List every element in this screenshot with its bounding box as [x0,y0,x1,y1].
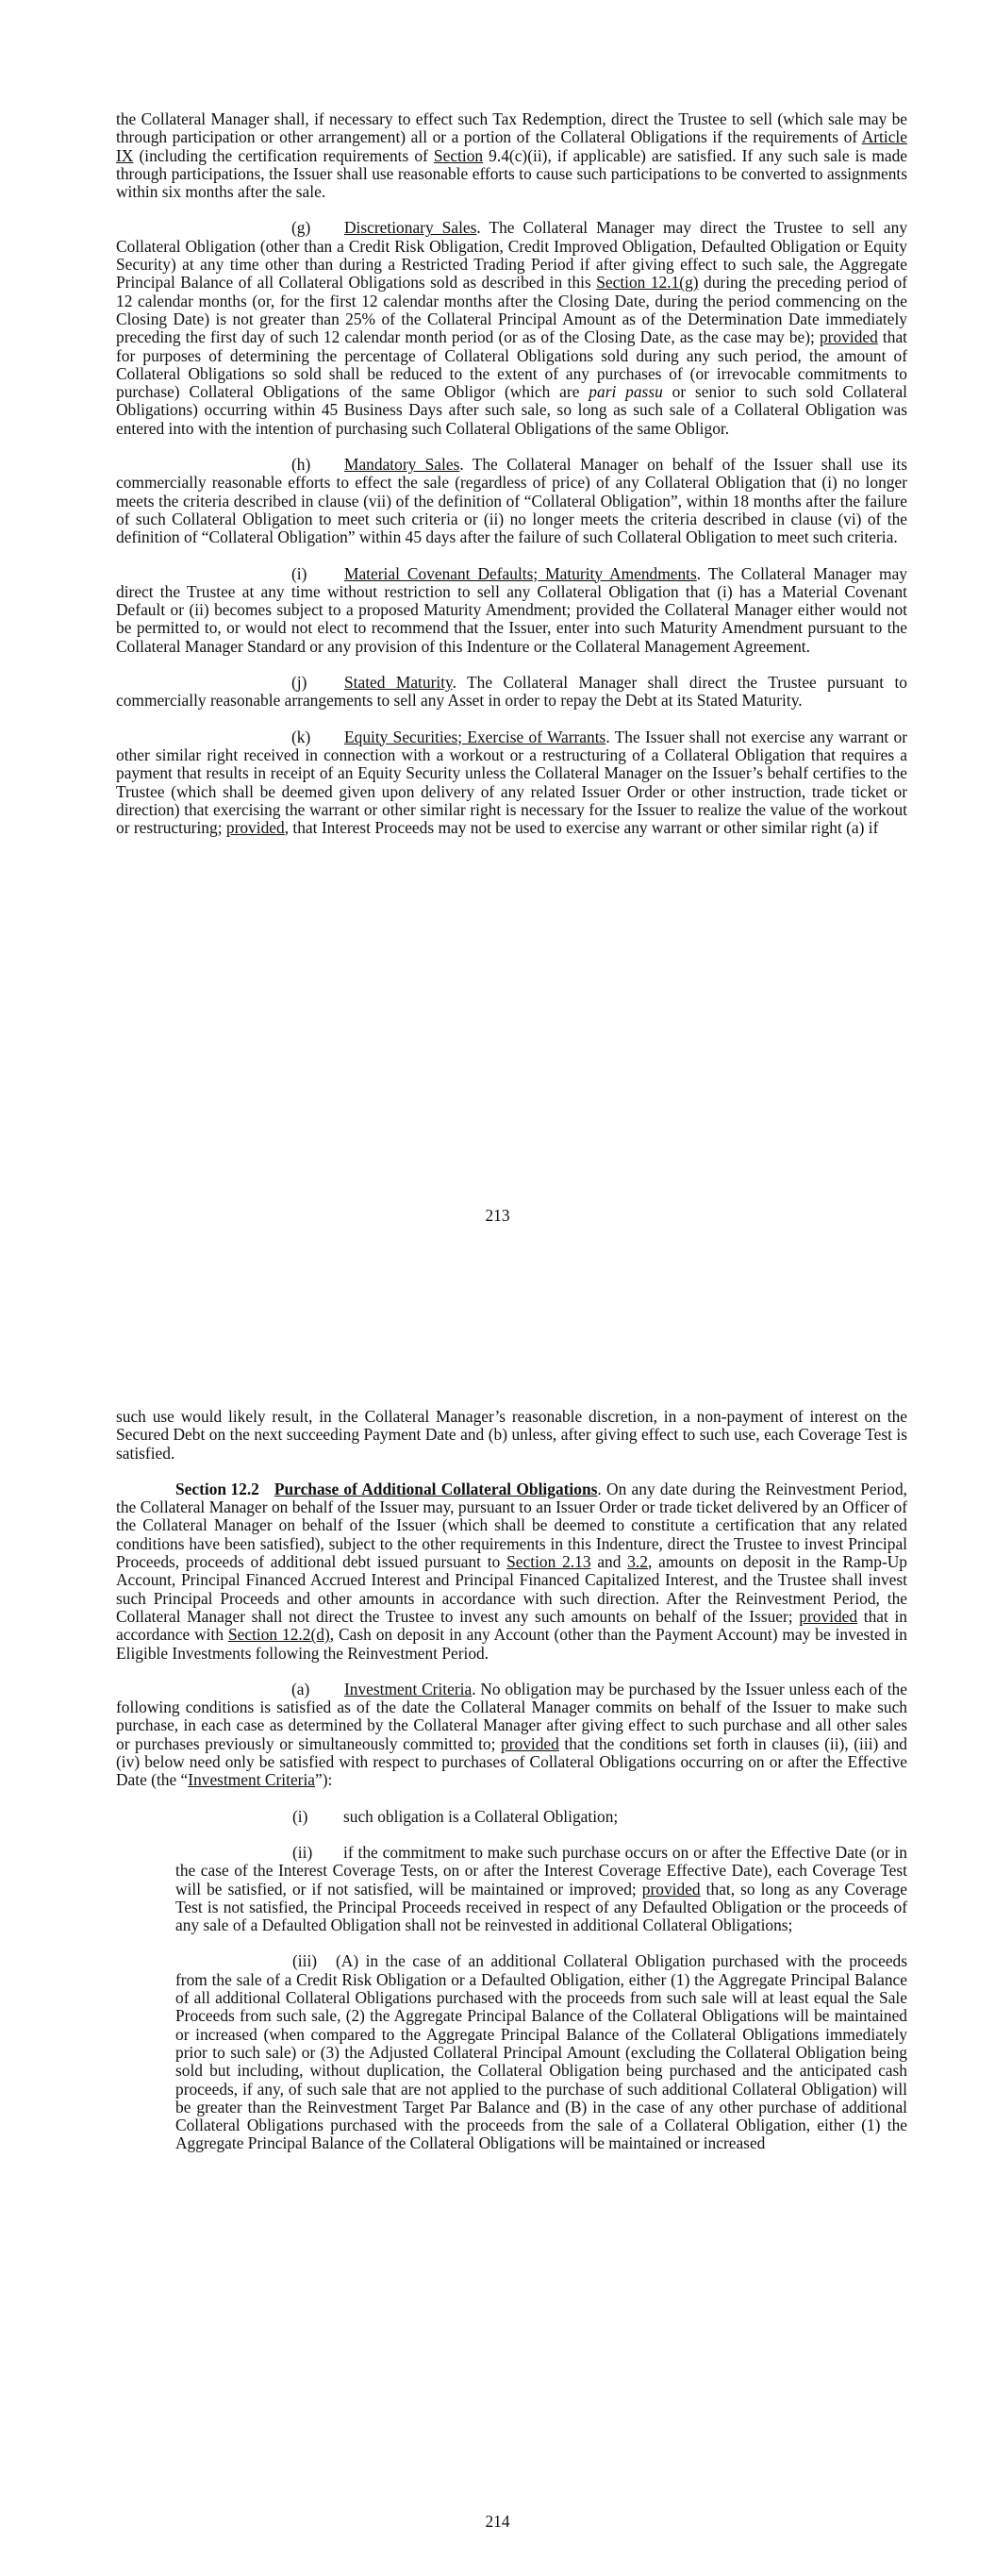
provided-term: provided [641,1879,701,1899]
section-ref: Section 12.1(g) [596,273,699,293]
clause-heading: Discretionary Sales [344,218,477,238]
clause-label: (h) [291,455,311,475]
clause-label: (a) [291,1679,310,1698]
clause-g: (g) Discretionary Sales. The Collateral Manager may direct the Trustee to sell any Collateral Obligation (other than a Credit Risk Obligation, Credit Improved Obligation, Defaulted Obligation or Equity Security) at any time other than during a Restricted Trading Period if after giving effect to such sale, the Aggregate Principal Balance of all Collateral Obligations sold as described in this Section 12.1(g) during the preceding period of 12 calendar months (or, for the first 12 calendar months after the Closing Date, during the period commencing on the Closing Date) is not greater than 25% of the Collateral Principal Amount as of the Determination Date immediately preceding the first day of such 12 calendar month period (or as of the Closing Date, as the case may be); provided that for purposes of determining the percentage of Collateral Obligations sold during any such period, the amount of Collateral Obligations so sold shall be reduced to the extent of any purchases of (or irrevocable commitments to purchase) Collateral Obligations of the same Obligor (which are pari passu or senior to such sold Collateral Obligations) occurring within 45 Business Days after such sale, so long as such sale of a Collateral Obligation was entered into with the intention of purchasing such Collateral Obligations of the same Obligor. [116,218,908,438]
clause-label: (k) [291,727,311,746]
criterion-iii: (iii) (A) in the case of an additional Collateral Obligation purchased with the proceeds from the sale of a Credit Risk Obligation or a Defaulted Obligation, either (1) the Aggregate Principal Balance of all additional Collateral Obligations purchased with the proceeds from such sale will at least equal the Sale Proceeds from such sale, (2) the Aggregate Principal Balance of the Collateral Obligations will be maintained or increased (when compared to the Aggregate Principal Balance of the Collateral Obligations immediately prior to such sale) or (3) the Adjusted Collateral Principal Amount (excluding the Collateral Obligation being sold but including, without duplication, the Collateral Obligation being purchased and the anticipated cash proceeds, if any, of such sale that are not applied to the purchase of such additional Collateral Obligation) will be greater than the Reinvestment Target Par Balance and (B) in the case of any other purchase of additional Collateral Obligations purchased with the proceeds from the sale of a Collateral Obligation, either (1) the Aggregate Principal Balance of the Collateral Obligations will be maintained or increased [175,1951,907,2153]
clause-label: (iii) [292,1951,318,1971]
paragraph-continuation: such use would likely result, in the Collateral Manager’s reasonable discretion, in a non-payment of interest on the Secured Debt on the next succeeding Payment Date and (b) unless, after giving effect to such use, each Coverage Test is satisfied. [116,1407,907,1463]
clause-a: (a) Investment Criteria. No obligation may be purchased by the Issuer unless each of the following conditions is satisfied as of the date the Collateral Manager commits on behalf of the Issuer to make such purchase, in each case as determined by the Collateral Manager after giving effect to such purchase and all other sales or purchases previously or simultaneously committed to; provided that the conditions set forth in clauses (ii), (iii) and (iv) below need only be satisfied with respect to purchases of Collateral Obligations occurring on or after the Effective Date (the “Investment Criteria”): [116,1679,907,1790]
criterion-i: (i) such obligation is a Collateral Obligation; [292,1806,619,1826]
provided-term: provided [819,327,878,347]
page-body [116,1408,907,2171]
clause-label: (g) [291,218,311,238]
provided-term: provided [501,1733,559,1753]
article-ix-ref: Article IX [116,127,907,165]
clause-k: (k) Equity Securities; Exercise of Warrants. The Issuer shall not exercise any warrant or other similar right received in connection with a workout or a restructuring of a Collateral Obligation that requires a payment that results in receipt of an Equity Security unless the Collateral Manager on the Issuer’s behalf certifies to the Trustee (which shall be deemed given upon delivery of any related Issuer Order or other instruction, trade ticket or direction) that exercising the warrant or other similar right is necessary for the Issuer to realize the value of the workout or restructuring; provided, that Interest Proceeds may not be used to exercise any warrant or other similar right (a) if [116,727,907,838]
clause-heading: Investment Criteria [344,1679,473,1698]
provided-term: provided [225,818,285,838]
criterion-ii: (ii) if the commitment to make such purchase occurs on or after the Effective Date (or in the case of the Interest Coverage Tests, on or after the Interest Coverage Effective Date), each Coverage Test will be satisfied, or if not satisfied, will be maintained or improved; provided that, so long as any Coverage Test is not satisfied, the Principal Proceeds received in respect of any Defaulted Obligation or the proceeds of any sale of a Defaulted Obligation shall not be reinvested in additional Collateral Obligations; [175,1842,908,1935]
section-title: Purchase of Additional Collateral Obligations [274,1479,598,1498]
page-body [116,110,907,855]
provided-term: provided [799,1606,858,1626]
page-number: 213 [485,1206,510,1225]
section-number: Section 12.2 [175,1479,259,1498]
clause-label: (i) [292,1806,308,1826]
clause-label: (i) [291,563,307,583]
section-ref: Section 12.2(d) [227,1625,330,1645]
section-12-2: Section 12.2 Purchase of Additional Collateral Obligations. On any date during the Reinvestment Period, the Collateral Manager on behalf of the Issuer may, pursuant to an Issuer Order or trade ticket delivered by an Officer of the Collateral Manager on behalf of the Issuer (which shall be deemed to constitute a certification that any related conditions have been satisfied), subject to the other requirements in this Indenture, direct the Trustee to invest Principal Proceeds, proceeds of additional debt issued pursuant to Section 2.13 and 3.2, amounts on deposit in the Ramp-Up Account, Principal Financed Accrued Interest and Principal Financed Capitalized Interest, and the Trustee shall invest such Principal Proceeds and other amounts in accordance with such direction. After the Reinvestment Period, the Collateral Manager shall not direct the Trustee to invest any such amounts on behalf of the Issuer; provided that in accordance with Section 12.2(d), Cash on deposit in any Account (other than the Payment Account) may be invested in Eligible Investments following the Reinvestment Period. [116,1479,907,1663]
clause-heading: Material Covenant Defaults; Maturity Amendments [344,563,697,583]
clause-heading: Equity Securities; Exercise of Warrants [344,727,606,746]
section-ref: 3.2 [627,1552,648,1572]
clause-h: (h) Mandatory Sales. The Collateral Manager on behalf of the Issuer shall use its commercially reasonable efforts to effect the sale (regardless of price) of any Collateral Obligation that (i) no longer meets the criteria described in clause (vii) of the definition of “Collateral Obligation”, within 18 months after the failure of such Collateral Obligation to meet such criteria or (ii) no longer meets the criteria described in clause (vi) of the definition of “Collateral Obligation” within 45 days after the failure of such Collateral Obligation to meet such criteria. [116,455,907,547]
italic-term: pari passu [589,382,663,402]
clause-label: (j) [291,673,307,693]
section-ref: Section 2.13 [506,1552,591,1572]
clause-heading: Stated Maturity [344,673,453,693]
clause-label: (ii) [292,1842,313,1862]
page-214 [0,1274,995,2576]
defined-term: Investment Criteria [188,1770,316,1790]
clause-heading: Mandatory Sales [344,455,460,475]
page-213 [0,0,995,1274]
clause-j: (j) Stated Maturity. The Collateral Manager shall direct the Trustee pursuant to commercially reasonable arrangements to sell any Asset in order to repay the Debt at its Stated Maturity. [116,673,908,711]
section-ref: Section [433,145,484,165]
page-number: 214 [485,2512,510,2531]
clause-i: (i) Material Covenant Defaults; Maturity Amendments. The Collateral Manager may direct the Trustee at any time without restriction to sell any Collateral Obligation that (i) has a Material Covenant Default or (ii) becomes subject to a proposed Maturity Amendment; provided the Collateral Manager either would not be permitted to, or would not elect to recommend that the Issuer, enter into such Maturity Amendment pursuant to the Collateral Manager Standard or any provision of this Indenture or the Collateral Management Agreement. [116,563,907,656]
paragraph-continuation: the Collateral Manager shall, if necessary to effect such Tax Redemption, direct the Trustee to sell (which sale may be through participation or other arrangement) all or a portion of the Collateral Obligations if the requirements of Article IX (including the certification requirements of Section 9.4(c)(ii), if applicable) are satisfied. If any such sale is made through participations, the Issuer shall use reasonable efforts to cause such participations to be converted to assignments within six months after the sale. [116,109,907,202]
